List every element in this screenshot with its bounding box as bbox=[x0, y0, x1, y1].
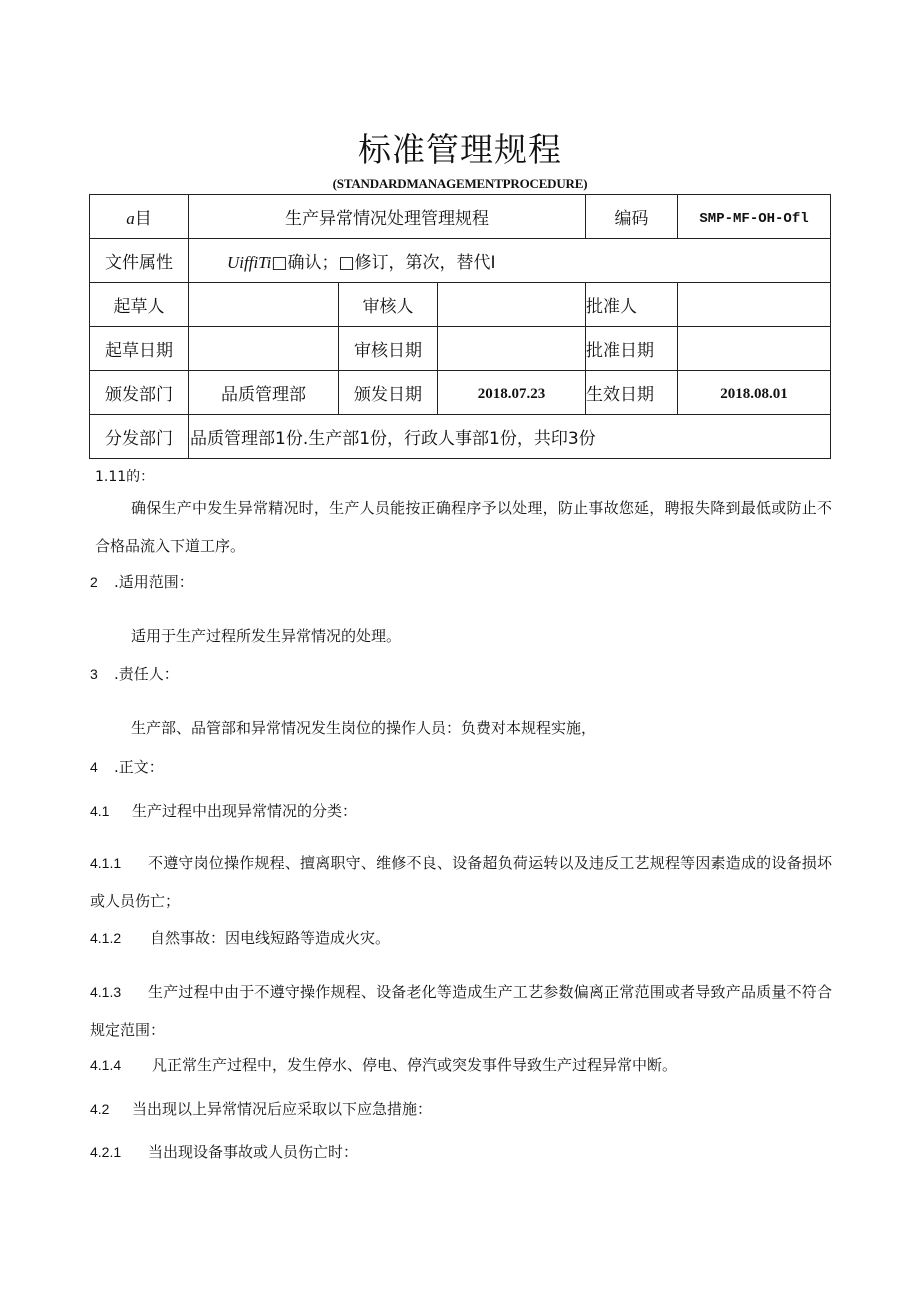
section-3-number: 3 bbox=[90, 666, 98, 682]
attributes-label: 文件属性 bbox=[105, 253, 173, 273]
item-4-1-2-text: 自然事故：因电线短路等造成火灾。 bbox=[150, 929, 391, 947]
distribution-label-cell bbox=[90, 415, 189, 459]
item-4-2-1-number: 4.2.1 bbox=[90, 1144, 122, 1160]
header-row-distribution bbox=[90, 415, 831, 459]
section-1-heading: 1.11的： bbox=[95, 469, 155, 485]
drafter-value-cell bbox=[189, 283, 339, 327]
approver-label-cell bbox=[586, 283, 678, 327]
draft-date-label-cell bbox=[90, 327, 189, 371]
reviewer-label-cell bbox=[339, 283, 438, 327]
distribution-value-cell bbox=[189, 415, 831, 459]
title-value-cell bbox=[189, 195, 586, 239]
attributes-value-cell bbox=[189, 239, 831, 283]
attributes-value-prefix: UiffiTi bbox=[227, 253, 272, 272]
distribution-label: 分发部门 bbox=[105, 429, 173, 449]
item-4-1-2 bbox=[90, 928, 390, 948]
item-4-1-2-number: 4.1.2 bbox=[90, 930, 122, 946]
approver-value-cell bbox=[678, 283, 831, 327]
reviewer-value-cell bbox=[438, 283, 586, 327]
section-2-paragraph: 适用于生产过程所发生异常情况的处理。 bbox=[131, 627, 402, 645]
review-date-label: 审核日期 bbox=[354, 341, 422, 361]
item-4-1-text: 生产过程中出现异常情况的分类： bbox=[132, 802, 358, 820]
header-row-title bbox=[90, 195, 831, 239]
effective-date-value: 2018.08.01 bbox=[720, 385, 788, 402]
document-header-table bbox=[89, 194, 831, 459]
section-2-heading bbox=[90, 572, 194, 592]
item-4-2-1 bbox=[90, 1142, 358, 1162]
issue-dept-value: 品质管理部 bbox=[221, 385, 306, 405]
section-2-title: .适用范围： bbox=[114, 573, 194, 591]
reviewer-label: 审核人 bbox=[362, 297, 414, 317]
item-4-2-1-text: 当出现设备事故或人员伤亡时： bbox=[148, 1143, 359, 1161]
item-4-2 bbox=[90, 1099, 432, 1119]
issue-dept-label-cell bbox=[90, 371, 189, 415]
approver-label: 批准人 bbox=[586, 297, 638, 317]
approve-date-label-cell bbox=[586, 327, 678, 371]
item-4-1-4-number: 4.1.4 bbox=[90, 1057, 122, 1073]
item-4-1-1-number: 4.1.1 bbox=[90, 855, 122, 871]
section-3-paragraph: 生产部、品管部和异常情况发生岗位的操作人员：负费对本规程实施， bbox=[131, 719, 597, 737]
issue-dept-label: 颁发部门 bbox=[105, 385, 173, 405]
header-row-people bbox=[90, 283, 831, 327]
issue-date-label-cell bbox=[339, 371, 438, 415]
drafter-label: 起草人 bbox=[113, 297, 165, 317]
document-code: SMP-MF-OH-Ofl bbox=[699, 210, 809, 227]
effective-date-value-cell bbox=[678, 371, 831, 415]
draft-date-label: 起草日期 bbox=[105, 341, 173, 361]
code-label: 编码 bbox=[614, 209, 649, 229]
distribution-value: 品质管理部1份.生产部1份，行政人事部1份，共印3份 bbox=[190, 429, 596, 449]
approve-date-label: 批准日期 bbox=[586, 341, 655, 361]
issue-dept-value-cell bbox=[189, 371, 339, 415]
page-subtitle: (STANDARDMANAGEMENTPROCEDURE) bbox=[332, 176, 588, 191]
section-2-number: 2 bbox=[90, 574, 98, 590]
issue-date-label: 颁发日期 bbox=[354, 385, 422, 405]
document-name: 生产异常情况处理管理规程 bbox=[285, 209, 489, 229]
draft-date-value-cell bbox=[189, 327, 339, 371]
section-3-heading bbox=[90, 664, 179, 684]
page-title: 标准管理规程 bbox=[358, 130, 562, 169]
item-4-2-text: 当出现以上异常情况后应采取以下应急措施： bbox=[132, 1100, 433, 1118]
item-4-1 bbox=[90, 801, 357, 821]
attributes-label-cell bbox=[90, 239, 189, 283]
item-4-1-3-text: 生产过程中由于不遵守操作规程、设备老化等造成生产工艺参数偏离正常范围或者导致产品质量不符合规定范围： bbox=[90, 983, 832, 1039]
section-3-title: .责任人： bbox=[114, 665, 179, 683]
item-4-1-4 bbox=[90, 1055, 677, 1075]
code-label-cell bbox=[586, 195, 678, 239]
title-label-suffix: 目 bbox=[134, 209, 152, 229]
code-value-cell bbox=[678, 195, 831, 239]
section-4-title: .正文： bbox=[114, 758, 164, 776]
item-4-1-1-text: 不遵守岗位操作规程、擅离职守、维修不良、设备超负荷运转以及违反工艺规程等因素造成的设备损坏或人员伤亡； bbox=[90, 854, 832, 910]
effective-date-label: 生效日期 bbox=[586, 385, 655, 405]
item-4-1-3-number: 4.1.3 bbox=[90, 984, 122, 1000]
title-label-cell bbox=[90, 195, 189, 239]
section-1-paragraph: 确保生产中发生异常精况时，生产人员能按正确程序予以处理，防止事故您延，聘报失降到最低或防止不合格品流入下道工序。 bbox=[95, 499, 832, 555]
attributes-value: □确认；□修订，第次，替代I bbox=[271, 253, 496, 273]
section-4-heading bbox=[90, 757, 164, 777]
issue-date-value-cell bbox=[438, 371, 586, 415]
drafter-label-cell bbox=[90, 283, 189, 327]
item-4-1-4-text: 凡正常生产过程中，发生停水、停电、停汽或突发事件导致生产过程异常中断。 bbox=[152, 1056, 678, 1074]
header-row-issue bbox=[90, 371, 831, 415]
effective-date-label-cell bbox=[586, 371, 678, 415]
title-label-prefix: a bbox=[126, 209, 135, 228]
issue-date-value: 2018.07.23 bbox=[477, 385, 546, 402]
review-date-value-cell bbox=[438, 327, 586, 371]
section-4-number: 4 bbox=[90, 759, 98, 775]
review-date-label-cell bbox=[339, 327, 438, 371]
item-4-1-number: 4.1 bbox=[90, 803, 110, 819]
header-row-attributes bbox=[90, 239, 831, 283]
item-4-2-number: 4.2 bbox=[90, 1101, 110, 1117]
header-row-dates bbox=[90, 327, 831, 371]
approve-date-value-cell bbox=[678, 327, 831, 371]
